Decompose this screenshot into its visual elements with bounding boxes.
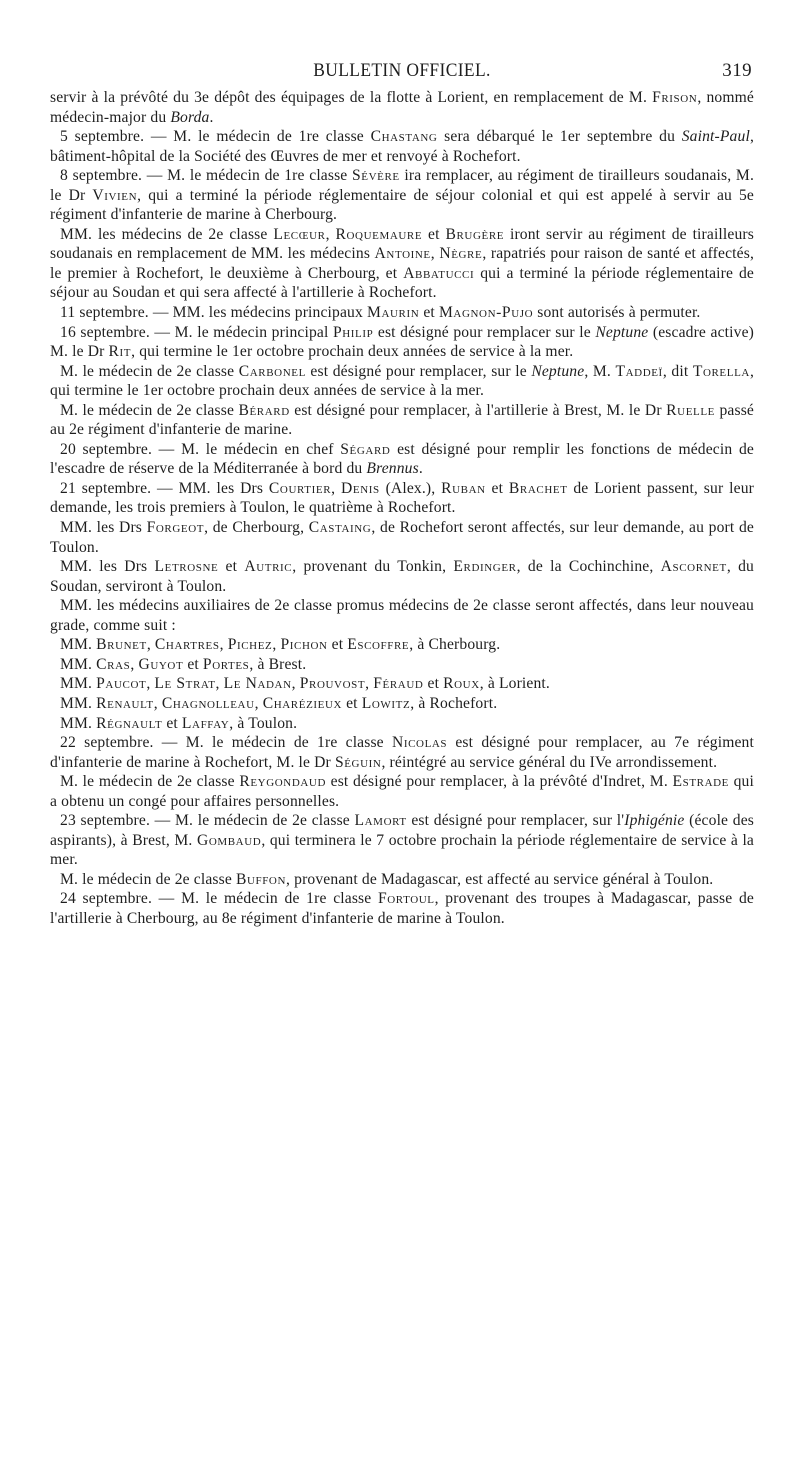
text-run: , du Soudan, serviront à Toulon. bbox=[50, 558, 754, 595]
text-run: 16 septembre. — M. le médecin principal bbox=[60, 323, 333, 341]
text-run: et bbox=[327, 636, 348, 654]
text-run: , à Brest. bbox=[249, 655, 307, 673]
person-name: Féraud bbox=[373, 675, 424, 693]
text-run: . bbox=[418, 460, 423, 478]
text-run: 23 septembre. — M. le médecin de 2e classe bbox=[60, 812, 355, 830]
person-name: Roux bbox=[443, 675, 480, 693]
person-name: Autric bbox=[244, 558, 293, 576]
person-name: Chartres bbox=[154, 636, 220, 654]
person-name: Chastang bbox=[370, 128, 438, 146]
person-name: Antoine bbox=[374, 245, 431, 263]
person-name: Chagnolleau bbox=[161, 694, 255, 712]
text-run: , bbox=[325, 225, 336, 243]
text-run: qui a obtenu un congé pour affaires personnelles. bbox=[50, 773, 754, 810]
person-name: Nègre bbox=[439, 245, 483, 263]
person-name: Le Strat bbox=[154, 675, 216, 693]
person-name: Lecœur bbox=[273, 225, 326, 243]
text-run: M. le médecin de 2e classe bbox=[60, 773, 240, 791]
text-run: , bbox=[254, 694, 263, 712]
paragraph bbox=[50, 362, 754, 401]
paragraph bbox=[50, 714, 754, 734]
text-run: , M. bbox=[584, 362, 616, 380]
person-name: Pichon bbox=[280, 636, 328, 654]
text-run: de Lorient passent, sur leur demande, les trois premiers à Toulon, le quatrième à Rochefort. bbox=[50, 479, 754, 517]
person-name: Reygondaud bbox=[239, 773, 327, 791]
paragraph bbox=[50, 889, 754, 928]
paragraph bbox=[50, 88, 754, 127]
text-run: est désigné pour remplacer, à la prévôté d'Indret, M. bbox=[326, 773, 673, 791]
text-run: , bbox=[130, 655, 139, 673]
paragraph bbox=[50, 225, 754, 303]
paragraph bbox=[50, 870, 754, 890]
text-run: servir à la prévôté du 3e dépôt des équipages de la flotte à Lorient, en remplacement de M. bbox=[50, 89, 653, 106]
person-name: Taddeï bbox=[615, 362, 663, 380]
text-run: MM. les médecins de 2e classe bbox=[60, 225, 274, 243]
text-run: est désigné pour remplacer sur le bbox=[373, 323, 596, 341]
text-run: MM. bbox=[60, 714, 97, 732]
person-name: Sévère bbox=[352, 167, 400, 185]
text-run: , réintégré au service général du IVe arrondissement. bbox=[381, 753, 718, 771]
paragraph bbox=[50, 127, 754, 166]
person-name: Frison bbox=[652, 89, 698, 106]
text-run: , nommé médecin-major du bbox=[50, 89, 754, 126]
text-run: est désigné pour remplacer, sur le bbox=[305, 362, 532, 380]
text-run: et bbox=[485, 479, 509, 497]
paragraph bbox=[50, 733, 754, 772]
text-run: , bbox=[219, 636, 228, 654]
paragraph bbox=[50, 323, 754, 362]
paragraph bbox=[50, 655, 754, 675]
person-name: Ségard bbox=[340, 440, 391, 458]
person-name: Rit bbox=[108, 343, 132, 361]
text-run: , bbox=[430, 245, 440, 263]
person-name: Brachet bbox=[508, 479, 568, 497]
text-run: ira remplacer, au régiment de tirailleurs soudanais, M. le Dr bbox=[50, 167, 754, 204]
person-name: Séguin bbox=[334, 753, 382, 771]
paragraph bbox=[50, 811, 754, 870]
person-name: Paucot bbox=[96, 675, 147, 693]
person-name: Ruban bbox=[441, 479, 486, 497]
text-run: et bbox=[162, 714, 182, 732]
paragraph bbox=[50, 401, 754, 440]
text-run: MM. les Drs bbox=[60, 519, 147, 537]
text-run: MM. bbox=[60, 655, 97, 673]
journal-title: BULLETIN OFFICIEL. bbox=[313, 60, 491, 81]
person-name: Charézieux bbox=[262, 694, 343, 712]
text-run: est désigné pour remplir les fonctions de médecin de l'escadre de réserve de la Méditerranée à bord du bbox=[50, 440, 754, 478]
text-run: , bbox=[331, 479, 342, 497]
text-run: et bbox=[422, 225, 446, 243]
paragraph bbox=[50, 557, 754, 596]
person-name: Abbatucci bbox=[403, 264, 475, 282]
text-run: , bbox=[146, 636, 155, 654]
paragraph bbox=[50, 166, 754, 225]
person-name: Maurin bbox=[367, 304, 420, 322]
paragraph bbox=[50, 596, 754, 635]
text-run: MM. les médecins auxiliaires de 2e classe promus médecins de 2e classe seront affectés, dans leur nouveau grade, comme suit : bbox=[50, 597, 754, 634]
person-name: Brugère bbox=[445, 225, 505, 243]
text-run: , bbox=[146, 675, 155, 693]
text-run: , dit bbox=[662, 362, 693, 380]
text-run: , provenant du Tonkin, bbox=[292, 558, 454, 576]
text-run: 21 septembre. — MM. les Drs bbox=[60, 479, 269, 497]
paragraph bbox=[50, 635, 754, 655]
person-name: Renault bbox=[96, 694, 154, 712]
person-name: Roquemaure bbox=[335, 225, 423, 243]
text-run: , qui terminera le 7 octobre prochain la période réglementaire de service à la mer. bbox=[50, 831, 754, 869]
ship-name: Borda bbox=[170, 108, 210, 126]
text-run: 22 septembre. — M. le médecin de 1re classe bbox=[60, 734, 392, 752]
text-run: , bbox=[215, 675, 224, 693]
paragraph bbox=[50, 694, 754, 714]
text-run: est désigné pour remplacer, sur l' bbox=[406, 812, 625, 830]
text-run: et bbox=[342, 694, 362, 712]
person-name: Pichez bbox=[227, 636, 273, 654]
text-run: , à Toulon. bbox=[229, 714, 298, 732]
text-run: , bbox=[291, 675, 300, 693]
person-name: Le Nadan bbox=[223, 675, 292, 693]
text-run: qui a terminé la période réglementaire de séjour au Soudan et qui sera affecté à l'artillerie à Rochefort. bbox=[50, 264, 754, 302]
text-run: , bâtiment-hôpital de la Société des Œuvres de mer et renvoyé à Rochefort. bbox=[50, 128, 754, 165]
person-name: Magnon-Pujo bbox=[438, 304, 534, 322]
text-run: sont autorisés à permuter. bbox=[533, 304, 701, 322]
text-run: 24 septembre. — M. le médecin de 1re classe bbox=[60, 890, 378, 908]
ship-name: Neptune bbox=[595, 323, 649, 341]
person-name: Lamort bbox=[354, 812, 407, 830]
text-run: et bbox=[419, 304, 439, 322]
person-name: Bérard bbox=[238, 401, 290, 419]
person-name: Nicolas bbox=[391, 734, 448, 752]
paragraph bbox=[50, 674, 754, 694]
person-name: Ascornet bbox=[660, 558, 727, 576]
text-run: et bbox=[218, 558, 245, 576]
paragraph bbox=[50, 479, 754, 518]
text-run: , de Rochefort seront affectés, sur leur demande, au port de Toulon. bbox=[50, 519, 754, 556]
person-name: Torella bbox=[692, 362, 750, 380]
text-run: , qui a terminé la période réglementaire de séjour colonial et qui est appelé à servir au 5e régiment d'infanterie de marine à Cherbourg. bbox=[50, 186, 755, 224]
person-name: Erdinger bbox=[453, 558, 517, 576]
person-name: Courtier bbox=[268, 479, 332, 497]
person-name: Lowitz bbox=[361, 694, 411, 712]
page-number: 319 bbox=[722, 60, 752, 81]
text-run: , bbox=[365, 675, 374, 693]
person-name: Brunet bbox=[96, 636, 147, 654]
text-run: , bbox=[153, 694, 162, 712]
person-name: Buffon bbox=[235, 870, 287, 888]
ship-name: Brennus bbox=[366, 460, 419, 478]
person-name: Castaing bbox=[308, 519, 372, 537]
text-run: MM. bbox=[60, 675, 97, 693]
article-body bbox=[50, 88, 754, 929]
text-run: 11 septembre. — MM. les médecins principaux bbox=[60, 304, 367, 322]
text-run: , provenant de Madagascar, est affecté au service général à Toulon. bbox=[286, 870, 714, 888]
text-run: , provenant des troupes à Madagascar, passe de l'artillerie à Cherbourg, au 8e régiment d'infanterie de marine à Toulon. bbox=[50, 890, 754, 927]
text-run: et bbox=[183, 655, 203, 673]
text-run: , qui termine le 1er octobre prochain deux années de service à la mer. bbox=[50, 362, 754, 400]
person-name: Vivien bbox=[92, 186, 138, 204]
ship-name: Iphigénie bbox=[624, 812, 685, 830]
ship-name: Neptune bbox=[531, 362, 585, 380]
person-name: Letrosne bbox=[154, 558, 219, 576]
text-run: 20 septembre. — M. le médecin en chef bbox=[60, 440, 341, 458]
ship-name: Saint-Paul bbox=[681, 128, 750, 146]
paragraph bbox=[50, 772, 754, 811]
text-run: (école des aspirants), à Brest, M. bbox=[50, 812, 754, 849]
text-run: , à Rochefort. bbox=[410, 694, 498, 712]
running-header bbox=[50, 54, 754, 88]
paragraph bbox=[50, 440, 754, 479]
text-run: et bbox=[423, 675, 444, 693]
text-run: passé au 2e régiment d'infanterie de marine. bbox=[50, 401, 754, 439]
text-run: , qui termine le 1er octobre prochain deux années de service à la mer. bbox=[131, 343, 574, 361]
person-name: Ruelle bbox=[666, 401, 715, 419]
text-run: M. le médecin de 2e classe bbox=[60, 401, 239, 419]
paragraph bbox=[50, 518, 754, 557]
text-run: (escadre active) M. le Dr bbox=[50, 323, 754, 361]
person-name: Gombaud bbox=[196, 831, 262, 849]
text-run: , de Cherbourg, bbox=[204, 519, 309, 537]
person-name: Forgeot bbox=[146, 519, 205, 537]
person-name: Philip bbox=[332, 323, 374, 341]
person-name: Régnault bbox=[96, 714, 163, 732]
person-name: Carbonel bbox=[238, 362, 306, 380]
text-run: , bbox=[272, 636, 281, 654]
text-run: iront servir au régiment de tirailleurs soudanais en remplacement de MM. les médecins bbox=[50, 225, 754, 263]
text-run: M. le médecin de 2e classe bbox=[60, 362, 239, 380]
text-run: . bbox=[209, 108, 214, 126]
person-name: Escoffre bbox=[347, 636, 410, 654]
text-run: , de la Cochinchine, bbox=[516, 558, 661, 576]
text-run: est désigné pour remplacer, à l'artillerie à Brest, M. le Dr bbox=[289, 401, 667, 419]
person-name: Portes bbox=[202, 655, 250, 673]
person-name: Estrade bbox=[672, 773, 729, 791]
person-name: Cras bbox=[96, 655, 131, 673]
person-name: Fortoul bbox=[377, 890, 435, 908]
text-run: MM. bbox=[60, 694, 97, 712]
text-run: , rapatriés pour raison de santé et affectés, le premier à Rochefort, le deuxième à Cherbourg, et bbox=[50, 245, 754, 282]
paragraph bbox=[50, 303, 754, 323]
text-run: M. le médecin de 2e classe bbox=[60, 870, 236, 888]
text-run: est désigné pour remplacer, au 7e régiment d'infanterie de marine à Rochefort, M. le Dr bbox=[50, 734, 754, 771]
text-run: (Alex.), bbox=[379, 479, 442, 497]
text-run: MM. bbox=[60, 636, 97, 654]
text-run: 8 septembre. — M. le médecin de 1re classe bbox=[60, 167, 353, 185]
text-run: sera débarqué le 1er septembre du bbox=[437, 128, 682, 146]
text-run: MM. les Drs bbox=[60, 558, 155, 576]
person-name: Prouvost bbox=[299, 675, 366, 693]
text-run: , à Lorient. bbox=[479, 675, 550, 693]
person-name: Laffay bbox=[181, 714, 230, 732]
text-run: 5 septembre. — M. le médecin de 1re classe bbox=[60, 128, 371, 146]
person-name: Denis bbox=[341, 479, 380, 497]
person-name: Guyot bbox=[138, 655, 184, 673]
text-run: , à Cherbourg. bbox=[409, 636, 501, 654]
